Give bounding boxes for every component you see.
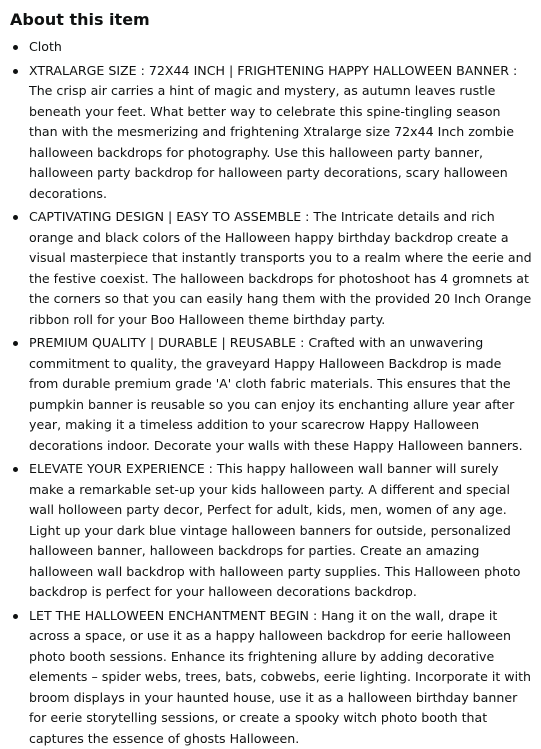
feature-bullet-text: ELEVATE YOUR EXPERIENCE : This happy halloween wall banner will surely make a remarkable set-up your kids halloween party. A different and special wall holloween party decor, Perfect for adult, kids, men, women of any age. Light up your dark blue vintage halloween banners for outside, personalized halloween banner, halloween backdrops for parties. Create an amazing halloween wall backdrop with halloween party supplies. This Halloween photo backdrop is perfect for your halloween decorations backdrop. — [29, 461, 521, 599]
bullet-dot-icon — [13, 215, 18, 220]
feature-bullet-text: XTRALARGE SIZE : 72X44 INCH | FRIGHTENING HAPPY HALLOWEEN BANNER : The crisp air carries a hint of magic and mystery, as autumn leaves rustle beneath your feet. What better way to celebrate this spine-tingling season than with the mesmerizing and frightening Xtralarge size 72x44 Inch zombie halloween backdrops for photography. Use this halloween party banner, halloween party backdrop for halloween party decorations, scary halloween decorations. — [29, 63, 517, 201]
feature-bullet — [10, 459, 533, 603]
feature-bullet — [10, 606, 533, 749]
bullet-dot-icon — [13, 467, 18, 472]
bullet-dot-icon — [13, 614, 18, 619]
section-title: About this item — [10, 9, 533, 31]
bullet-dot-icon — [13, 341, 18, 346]
feature-bullet — [10, 37, 533, 58]
feature-bullet-text: CAPTIVATING DESIGN | EASY TO ASSEMBLE : The Intricate details and rich orange and black colors of the Halloween happy birthday backdrop create a visual masterpiece that instantly transports you to a realm where the eerie and the festive coexist. The halloween backdrops for photoshoot has 4 gromnets at the corners so that you can easily hang them with the provided 20 Inch Orange ribbon roll for your Boo Halloween theme birthday party. — [29, 209, 532, 327]
bullet-dot-icon — [13, 45, 18, 50]
feature-bullet — [10, 61, 533, 205]
feature-bullet-list — [10, 37, 533, 749]
feature-bullet-text: PREMIUM QUALITY | DURABLE | REUSABLE : Crafted with an unwavering commitment to quality, the graveyard Happy Halloween Backdrop is made from durable premium grade 'A' cloth fabric materials. This ensures that the pumpkin banner is reusable so you can enjoy its enchanting allure year after year, making it a timeless addition to your scarecrow Happy Halloween decorations indoor. Decorate your walls with these Happy Halloween banners. — [29, 335, 523, 453]
feature-bullet — [10, 333, 533, 456]
feature-bullet-text: LET THE HALLOWEEN ENCHANTMENT BEGIN : Hang it on the wall, drape it across a space, or use it as a happy halloween backdrop for eerie halloween photo booth sessions. Enhance its frightening allure by adding decorative elements – spider webs, trees, bats, cobwebs, eerie lighting. Incorporate it with broom displays in your haunted house, use it as a halloween birthday banner for eerie storytelling sessions, or create a spooky witch photo booth that captures the essence of ghosts Halloween. — [29, 608, 531, 746]
feature-bullet — [10, 207, 533, 330]
bullet-dot-icon — [13, 69, 18, 74]
feature-bullet-text: Cloth — [29, 39, 62, 54]
